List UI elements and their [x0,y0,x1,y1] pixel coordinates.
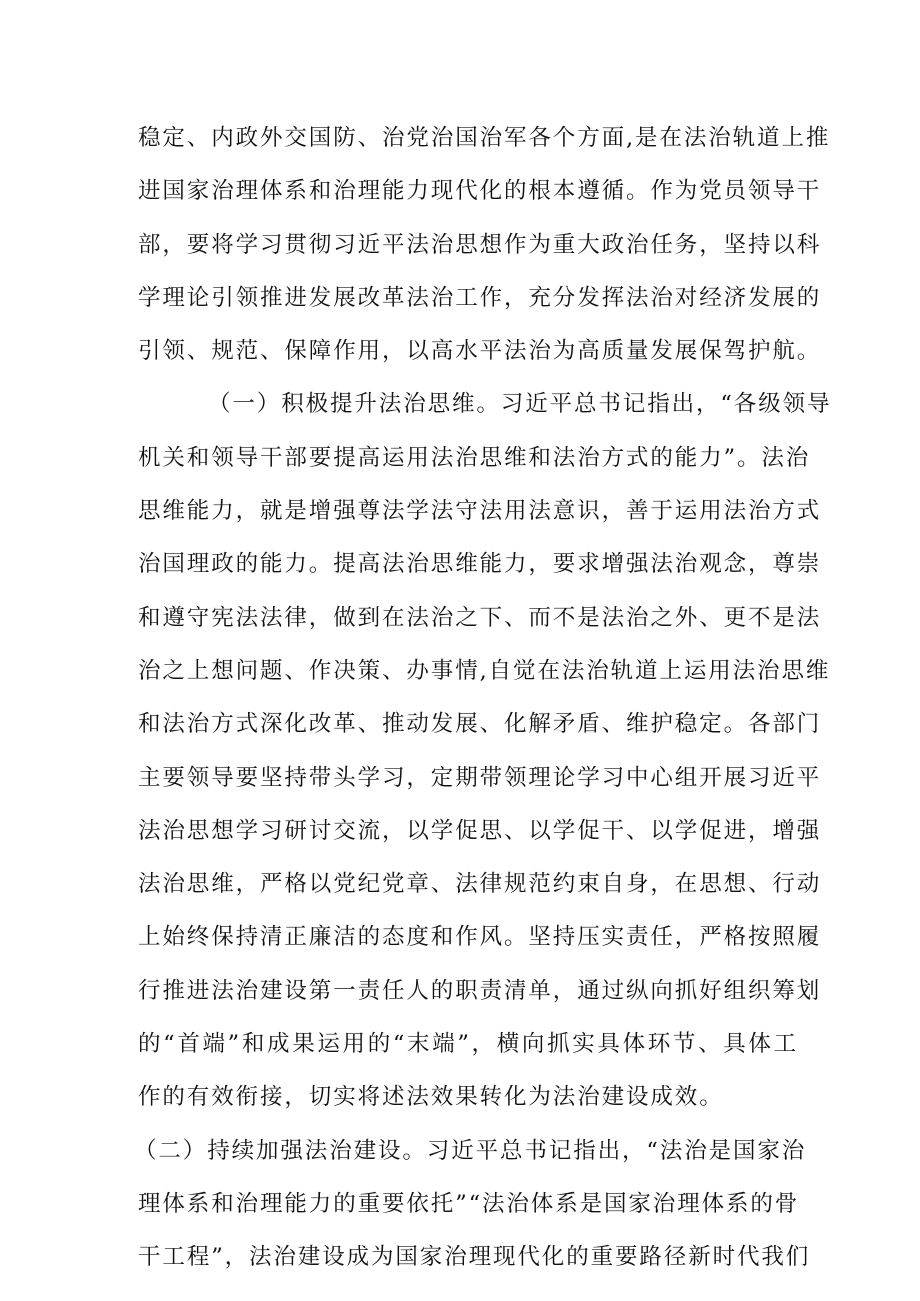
text-line: 法治思想学习研讨交流，以学促思、以学促干、以学促进，增强 [138,817,822,844]
text-line: 治国理政的能力。提高法治思维能力，要求增强法治观念，尊崇 [138,551,822,578]
text-line: 法治思维，严格以党纪党章、法律规范约束自身，在思想、行动 [138,871,822,898]
text-line: 部，要将学习贯彻习近平法治思想作为重大政治任务，坚持以科 [138,231,822,258]
section-heading-line: （二）持续加强法治建设。习近平总书记指出，“法治是国家治 [134,1137,807,1164]
text-line: 进国家治理体系和治理能力现代化的根本遵循。作为党员领导干 [138,178,822,205]
section-heading-line: （一）积极提升法治思维。习近平总书记指出，“各级领导 [208,391,832,418]
text-line: 和遵守宪法法律，做到在法治之下、而不是法治之外、更不是法 [138,604,822,631]
text-line: 学理论引领推进发展改革法治工作，充分发挥法治对经济发展的 [138,284,822,311]
text-line: 作的有效衔接，切实将述法效果转化为法治建设成效。 [138,1084,724,1111]
text-line: 和法治方式深化改革、推动发展、化解矛盾、维护稳定。各部门 [138,711,822,738]
text-line: 行推进法治建设第一责任人的职责清单，通过纵向抓好组织筹划 [138,977,822,1004]
text-line: 干工程”，法治建设成为国家治理现代化的重要路径新时代我们 [138,1244,811,1271]
text-line: 思维能力，就是增强尊法学法守法用法意识，善于运用法治方式 [138,498,822,525]
text-line: 上始终保持清正廉洁的态度和作风。坚持压实责任，严格按照履 [138,924,822,951]
text-line: 治之上想问题、作决策、办事情,自觉在法治轨道上运用法治思维 [138,657,831,684]
text-line: 理体系和治理能力的重要依托”“法治体系是国家治理体系的骨 [138,1190,800,1217]
document-body [134,112,832,1285]
text-line: 引领、规范、保障作用，以高水平法治为高质量发展保驾护航。 [138,338,822,365]
text-line: 的“首端”和成果运用的“末端”，横向抓实具体环节、具体工 [138,1031,798,1058]
text-line: 主要领导要坚持带头学习，定期带领理论学习中心组开展习近平 [138,764,822,791]
text-line: 机关和领导干部要提高运用法治思维和法治方式的能力”。法治 [138,444,811,471]
text-line: 稳定、内政外交国防、治党治国治军各个方面,是在法治轨道上推 [138,125,831,151]
